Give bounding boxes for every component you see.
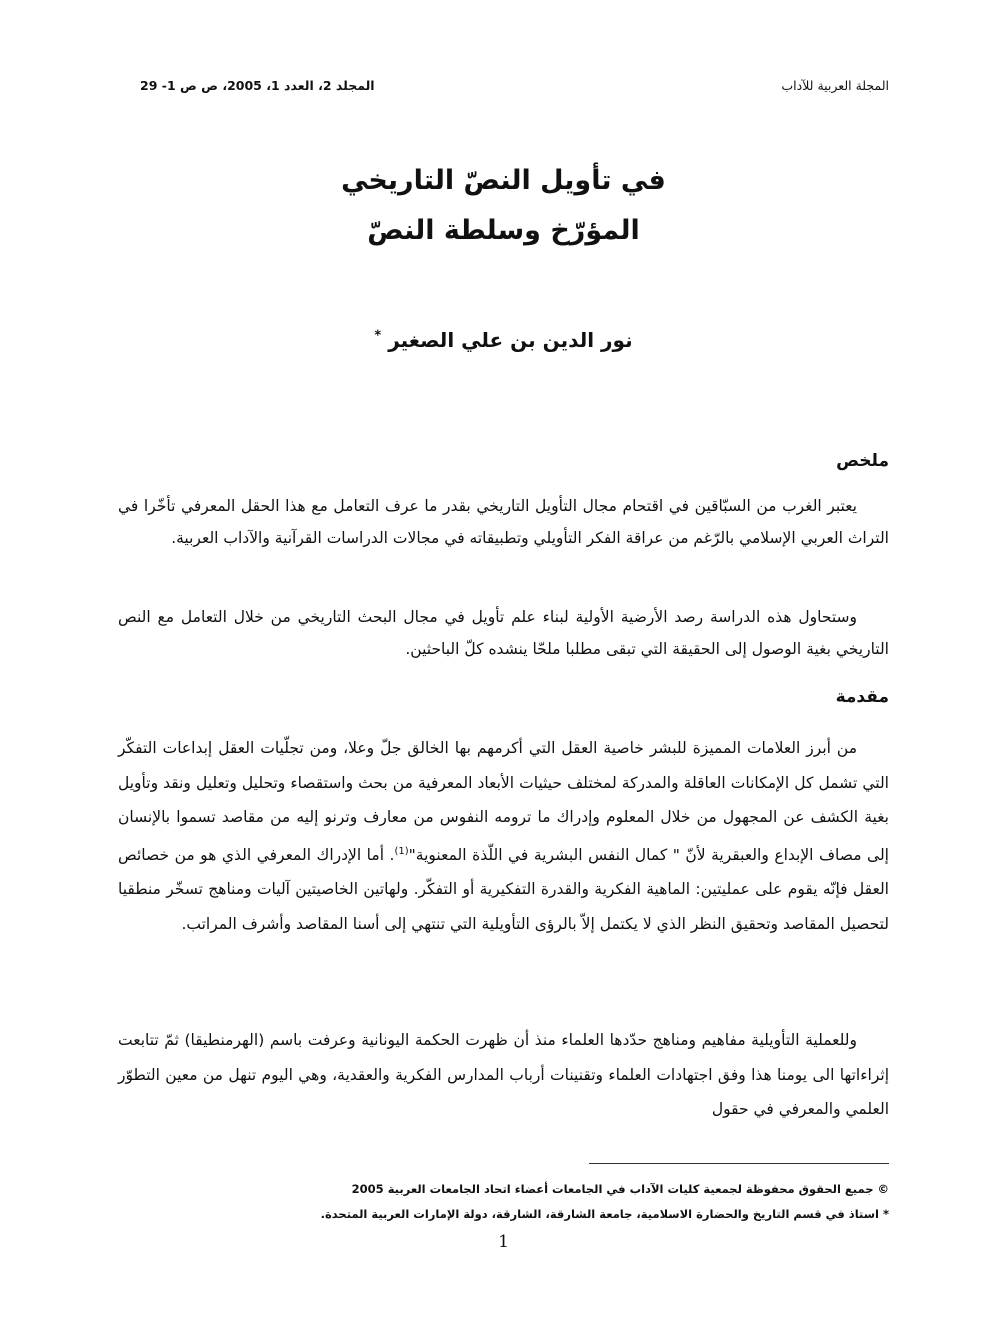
abstract-paragraph-1: يعتبر الغرب من السبّاقين في اقتحام مجال التأويل التاريخي بقدر ما عرف التعامل مع هذا الحقل المعرفي تأخّرا في التراث العربي الإسلامي بالرّغم من عراقة الفكر التأويلي وتطبيقاته في مجالات الدراسات القرآنية والآداب العربية. (118, 497, 889, 547)
author-name: نور الدين بن علي الصغير (388, 328, 633, 352)
introduction-paragraph-1 (118, 731, 889, 941)
introduction-heading: مقدمة (835, 687, 889, 707)
page-number: 1 (498, 1232, 509, 1252)
running-header (140, 78, 889, 100)
copyright-note (118, 1182, 889, 1196)
abstract-heading: ملخص (836, 451, 889, 471)
footnote-separator (589, 1163, 889, 1164)
intro-p1-text-b: . أما الإدراك المعرفي الذي هو من خصائص العقل فإنّه يقوم على عمليتين: الماهية الفكرية والقدرة التفكيرية أو التفكّر. ولهاتين الخاصيتين آليات ومناهج تسخّر منطقيا لتحصيل المقاصد وتحقيق النظر الذي لا يكتمل إلاّ بالرؤى التأويلية التي تنتهي إلى أسنا المقاصد وأشرف المراتب. (118, 845, 889, 933)
footnote-reference-1: (1) (394, 845, 409, 857)
abstract-paragraph-2: وستحاول هذه الدراسة رصد الأرضية الأولية لبناء علم تأويل في مجال البحث التاريخي من خلال التعامل مع النص التاريخي بغية الوصول إلى الحقيقة التي تبقى مطلبا ملحّا ينشده كلّ الباحثين. (118, 608, 889, 658)
journal-name: المجلة العربية للآداب (781, 78, 889, 93)
article-title (118, 156, 889, 256)
author-line (118, 328, 889, 352)
title-line-2: المؤرّخ وسلطة النصّ (367, 215, 640, 246)
introduction-paragraph-2: وللعملية التأويلية مفاهيم ومناهج حدّدها العلماء منذ أن ظهرت الحكمة اليونانية وعرفت باسم (الهرمنطيقا) ثمّ تتابعت إثراءاتها الى يومنا هذا وفق اجتهادات العلماء وتقنينات أرباب المدارس الفكرية والعقدية، وهي اليوم تنهل من معين التطوّر العلمي والمعرفي في حقول (118, 1031, 889, 1118)
intro-p1-text-a: من أبرز العلامات المميزة للبشر خاصية العقل التي أكرمهم بها الخالق جلّ وعلا، ومن تجلّيات العقل إبداعات التفكّر التي تشمل كل الإمكانات العاقلة والمدركة لمختلف حيثيات الأبعاد المعرفية من بحث واستقصاء وتحليل وتعليل ونقد وتأويل بغية الكشف عن المجهول من خلال المعلوم وإدراك ما ترومه النفوس من معارف وترنو إليه من مقاصد تسموا بالإنسان إلى مصاف الإبداع والعبقرية لأنّ " كمال النفس البشرية في اللّذة المعنوية" (118, 739, 889, 864)
copyright-text: جميع الحقوق محفوظة لجمعية كليات الآداب في الجامعات أعضاء اتحاد الجامعات العربية 2005 (351, 1182, 874, 1196)
title-line-1: في تأويل النصّ التاريخي (341, 165, 666, 196)
copyright-icon: © (877, 1182, 889, 1196)
author-footnote-mark: * (374, 328, 382, 344)
volume-info: المجلد 2، العدد 1، 2005، ص ص 1- 29 (140, 78, 375, 93)
author-affiliation-note: * استاذ في قسم التاريخ والحضارة الاسلامية، جامعة الشارقة، الشارقة، دولة الإمارات العربية المتحدة. (320, 1207, 889, 1221)
